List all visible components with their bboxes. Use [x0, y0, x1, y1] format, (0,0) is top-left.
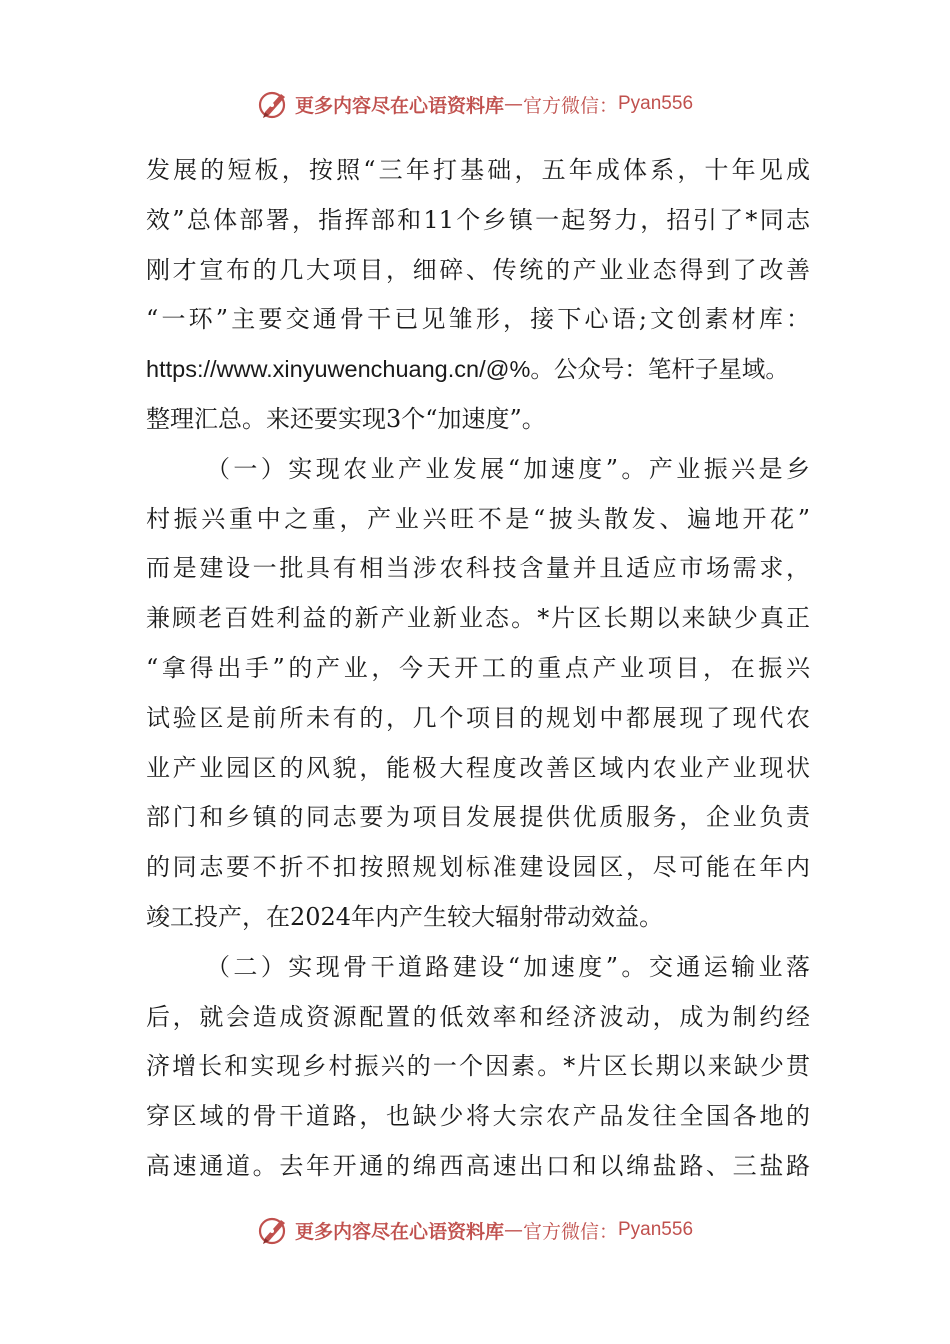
body-line: 后，就会造成资源配置的低效率和经济波动，成为制约经	[146, 1002, 810, 1031]
header-official-label: 官方微信：	[522, 94, 618, 117]
body-line: 整理汇总。来还要实现3个“加速度”。	[146, 404, 546, 433]
header-wechat-id: Pyan556	[618, 93, 694, 114]
body-line: 试验区是前所未有的，几个项目的规划中都展现了现代农	[146, 703, 810, 732]
body-line: 高速通道。去年开通的绵西高速出口和以绵盐路、三盐路	[146, 1151, 810, 1180]
body-line: 效”总体部署，指挥部和11个乡镇一起努力，招引了*同志	[146, 205, 810, 234]
body-line: 济增长和实现乡村振兴的一个因素。*片区长期以来缺少贯	[146, 1052, 810, 1081]
body-line: 的同志要不折不扣按照规划标准建设园区，尽可能在年内	[146, 853, 810, 882]
body-line: 兼顾老百姓利益的新产业新业态。*片区长期以来缺少真正	[146, 604, 810, 633]
paragraph-heading-2: （二）实现骨干道路建设“加速度”。交通运输业落	[206, 952, 810, 981]
pen-circle-logo-icon	[257, 87, 291, 121]
footer-dash: —	[503, 1219, 523, 1241]
body-line: 业产业园区的风貌，能极大程度改善区域内农业产业现状	[146, 753, 810, 782]
footer-official-label: 官方微信：	[522, 1220, 618, 1243]
header-banner	[0, 84, 950, 124]
body-line: 穿区域的骨干道路，也缺少将大宗农产品发往全国各地的	[146, 1102, 810, 1131]
body-line-url: https://www.xinyuwenchuang.cn/@%。公众号：笔杆子星域。	[146, 356, 789, 383]
document-body	[146, 146, 810, 1192]
header-brand-text: 更多内容尽在心语资料库	[294, 94, 504, 117]
footer-wechat-id: Pyan556	[618, 1219, 694, 1240]
pen-circle-logo-icon	[257, 1213, 291, 1247]
body-line: 部门和乡镇的同志要为项目发展提供优质服务，企业负责	[146, 803, 810, 832]
body-line: 刚才宣布的几大项目，细碎、传统的产业业态得到了改善	[146, 255, 810, 284]
body-line: 竣工投产，在2024年内产生较大辐射带动效益。	[146, 902, 664, 931]
header-dash: —	[503, 93, 523, 115]
footer-brand-text: 更多内容尽在心语资料库	[294, 1220, 504, 1243]
body-line: “一环”主要交通骨干已见雏形，接下心语;文创素材库：	[146, 305, 810, 334]
body-line: “拿得出手”的产业，今天开工的重点产业项目，在振兴	[146, 653, 810, 682]
body-line: 发展的短板，按照“三年打基础，五年成体系，十年见成	[146, 156, 810, 184]
body-line: 而是建设一批具有相当涉农科技含量并且适应市场需求，	[146, 554, 810, 583]
paragraph-heading-1: （一）实现农业产业发展“加速度”。产业振兴是乡	[206, 454, 810, 483]
body-line: 村振兴重中之重，产业兴旺不是“披头散发、遍地开花”	[146, 504, 810, 533]
footer-banner	[0, 1210, 950, 1250]
